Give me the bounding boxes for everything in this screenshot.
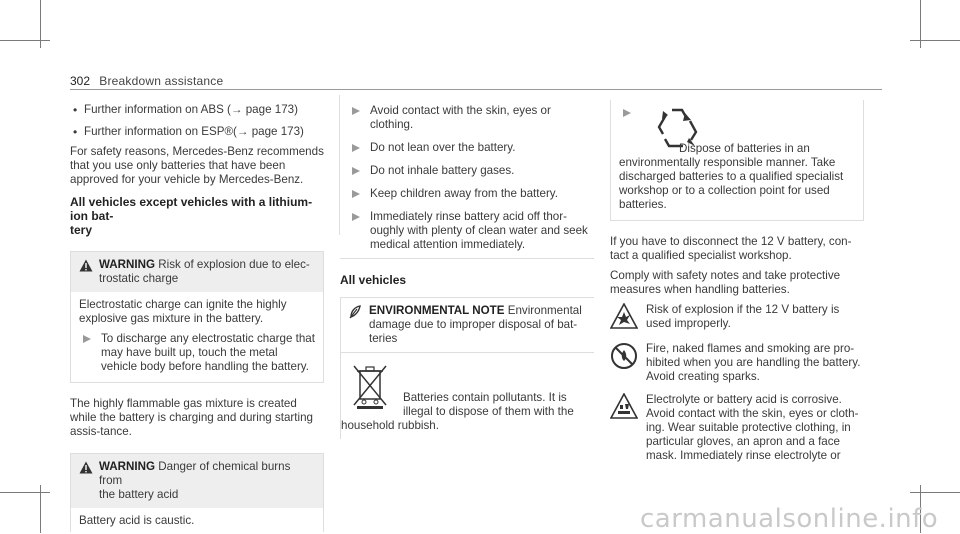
header-rule — [70, 89, 882, 90]
crossed-bin-icon — [351, 363, 399, 409]
note-title: Environmental — [507, 304, 582, 317]
acid-step: Do not lean over the battery. — [348, 141, 594, 155]
warning-label: WARNING — [99, 258, 156, 271]
acid-step: Do not inhale battery gases. — [348, 164, 594, 178]
warning-box-acid — [70, 453, 324, 532]
section-heading: All vehicles — [340, 273, 407, 287]
column-3 — [610, 100, 864, 463]
section-heading: All vehicles except vehicles with a lithium-ion bat- tery — [70, 195, 313, 237]
hazard-no-fire: Fire, naked flames and smoking are pro-hibited when you are handling the battery. Avoid creating sparks. — [610, 342, 864, 384]
section-title: Breakdown assistance — [99, 74, 224, 88]
page-number: 302 — [70, 74, 91, 88]
watermark: carmanualsonline.info — [640, 504, 939, 534]
warning-title: Danger of chemical burns from — [99, 460, 291, 487]
hazard-explosion: Risk of explosion if the 12 V battery is used improperly. — [610, 303, 864, 333]
environment-icon — [349, 305, 369, 346]
environmental-note-box: ENVIRONMENTAL NOTE Environmental damage due to improper disposal of bat- teries Batteries contain pollutants. It is illegal to dispose of them with the household rubbish. — [340, 297, 594, 439]
disconnect-paragraph: If you have to disconnect the 12 V battery, con-tact a qualified specialist workshop. — [610, 235, 852, 262]
acid-step: Immediately rinse battery acid off thor-oughly with plenty of clean water and seek medical attention immediately. — [348, 210, 594, 252]
warning-triangle-icon — [79, 259, 99, 286]
flammable-paragraph: The highly flammable gas mixture is created while the battery is charging and during starting assis-tance. — [70, 397, 313, 438]
crop-mark — [910, 492, 960, 493]
warning-label: WARNING — [99, 460, 156, 473]
hazard-corrosive: Electrolyte or battery acid is corrosive. Avoid contact with the skin, eyes or cloth-ing. Wear suitable protective clothing, in particular gloves, an apron and a face mask. Immediately rinse electrolyte or — [610, 393, 864, 463]
acid-step: Avoid contact with the skin, eyes or clothing. — [348, 104, 594, 132]
warning-triangle-icon — [79, 461, 99, 502]
note-body: Batteries contain pollutants. It is illegal to dispose of them with the household rubbish. — [341, 391, 574, 432]
warning-header: WARNING Danger of chemical burns from the battery acid — [71, 454, 323, 508]
crop-mark — [0, 40, 50, 41]
bullet-abs: • Further information on ABS (→ page 173) — [70, 103, 324, 117]
warning-header: WARNING Risk of explosion due to elec- trostatic charge — [71, 252, 323, 292]
safety-paragraph: For safety reasons, Mercedes-Benz recommends that you use only batteries that have been approved for your vehicle by Mercedes-Benz. — [70, 145, 324, 186]
column-1 — [70, 103, 324, 532]
step-arrow-icon — [619, 106, 641, 154]
warning-body: Electrostatic charge can ignite the highly explosive gas mixture in the battery. — [79, 298, 287, 325]
comply-paragraph: Comply with safety notes and take protective measures when handling batteries. — [610, 269, 841, 296]
explosion-icon — [610, 303, 646, 333]
warning-body: Battery acid is caustic. — [79, 514, 195, 527]
acid-step: Keep children away from the battery. — [348, 187, 594, 201]
dispose-box — [610, 100, 864, 221]
warning-title: Risk of explosion due to elec- — [158, 258, 310, 271]
corrosive-icon — [610, 393, 646, 463]
no-fire-icon — [610, 342, 646, 384]
dispose-text: Dispose of batteries in an environmentally responsible manner. Take discharged batteries to a qualified specialist workshop or to a collection point for used batteries. — [619, 142, 844, 211]
crop-mark — [910, 40, 960, 41]
warning-step: To discharge any electrostatic charge that may have built up, touch the metal vehicle body before handling the battery. — [79, 332, 315, 374]
note-label: ENVIRONMENTAL NOTE — [369, 304, 505, 317]
column-2 — [340, 104, 594, 439]
page-header — [70, 74, 223, 89]
crop-mark — [0, 492, 50, 493]
warning-box-explosion — [70, 251, 324, 383]
bullet-esp: • Further information on ESP®(→ page 173) — [70, 125, 324, 139]
